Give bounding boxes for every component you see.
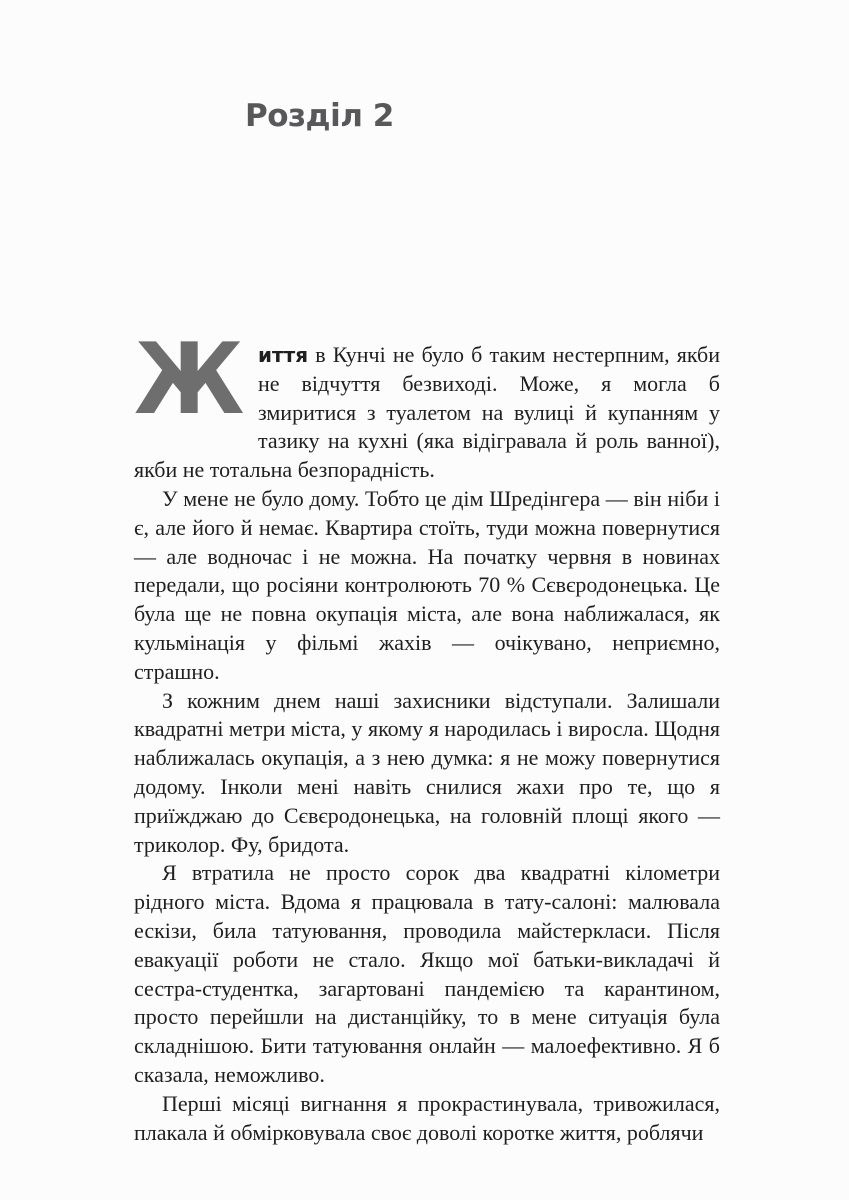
chapter-heading: Розділ 2	[245, 98, 394, 134]
drop-cap	[134, 323, 258, 437]
paragraph-first	[134, 323, 720, 485]
paragraph: У мене не було дому. Тобто це дім Шредінгера — він ніби і є, але його й немає. Квартира стоїть, туди можна повернутися — але водночас і не можна. На початку червня в новинах передали, що росіяни контролюють 70 % Сєвєродонецька. Це була ще не повна окупація міста, але вона наближалася, як кульмінація у фільмі жахів — очікувано, неприємно, страшно.	[134, 485, 720, 684]
lead-word-bold: иття	[258, 343, 309, 367]
paragraph: З кожним днем наші захисники відступали. Залишали квадратні метри міста, у якому я народилась і виросла. Щодня наближалась окупація, а з нею думка: я не можу повернутися додому. Інколи мені навіть снилися жахи про те, що я приїжджаю до Сєвєродонецька, на головній площі якого — триколор. Фу, бридота.	[134, 687, 720, 857]
paragraph: Перші місяці вигнання я прокрастинувала, тривожилася, плакала й обмірковувала своє доволі коротке життя, роблячи	[134, 1090, 720, 1145]
paragraph-first-text: в Кунчі не було б таким нестерпним, якби не відчуття безвиході. Може, я могла б змиритися з туалетом на вулиці й купанням у тазику на кухні (яка відігравала й роль ванної), якби не тотальна безпорадність.	[134, 342, 720, 483]
paragraph: Я втратила не просто сорок два квадратні кілометри рідного міста. Вдома я працювала в тату-салоні: малювала ескізи, била татуювання, проводила майстеркласи. Після евакуації роботи не стало. Якщо мої батьки-викладачі й сестра-студентка, загартовані пандемією та карантином, просто перейшли на дистанційку, то в мене ситуація була складнішою. Бити татуювання онлайн — малоефективно. Я б сказала, неможливо.	[134, 860, 720, 1087]
drop-cap-letter: Ж	[134, 323, 245, 437]
body-text	[134, 323, 720, 1147]
